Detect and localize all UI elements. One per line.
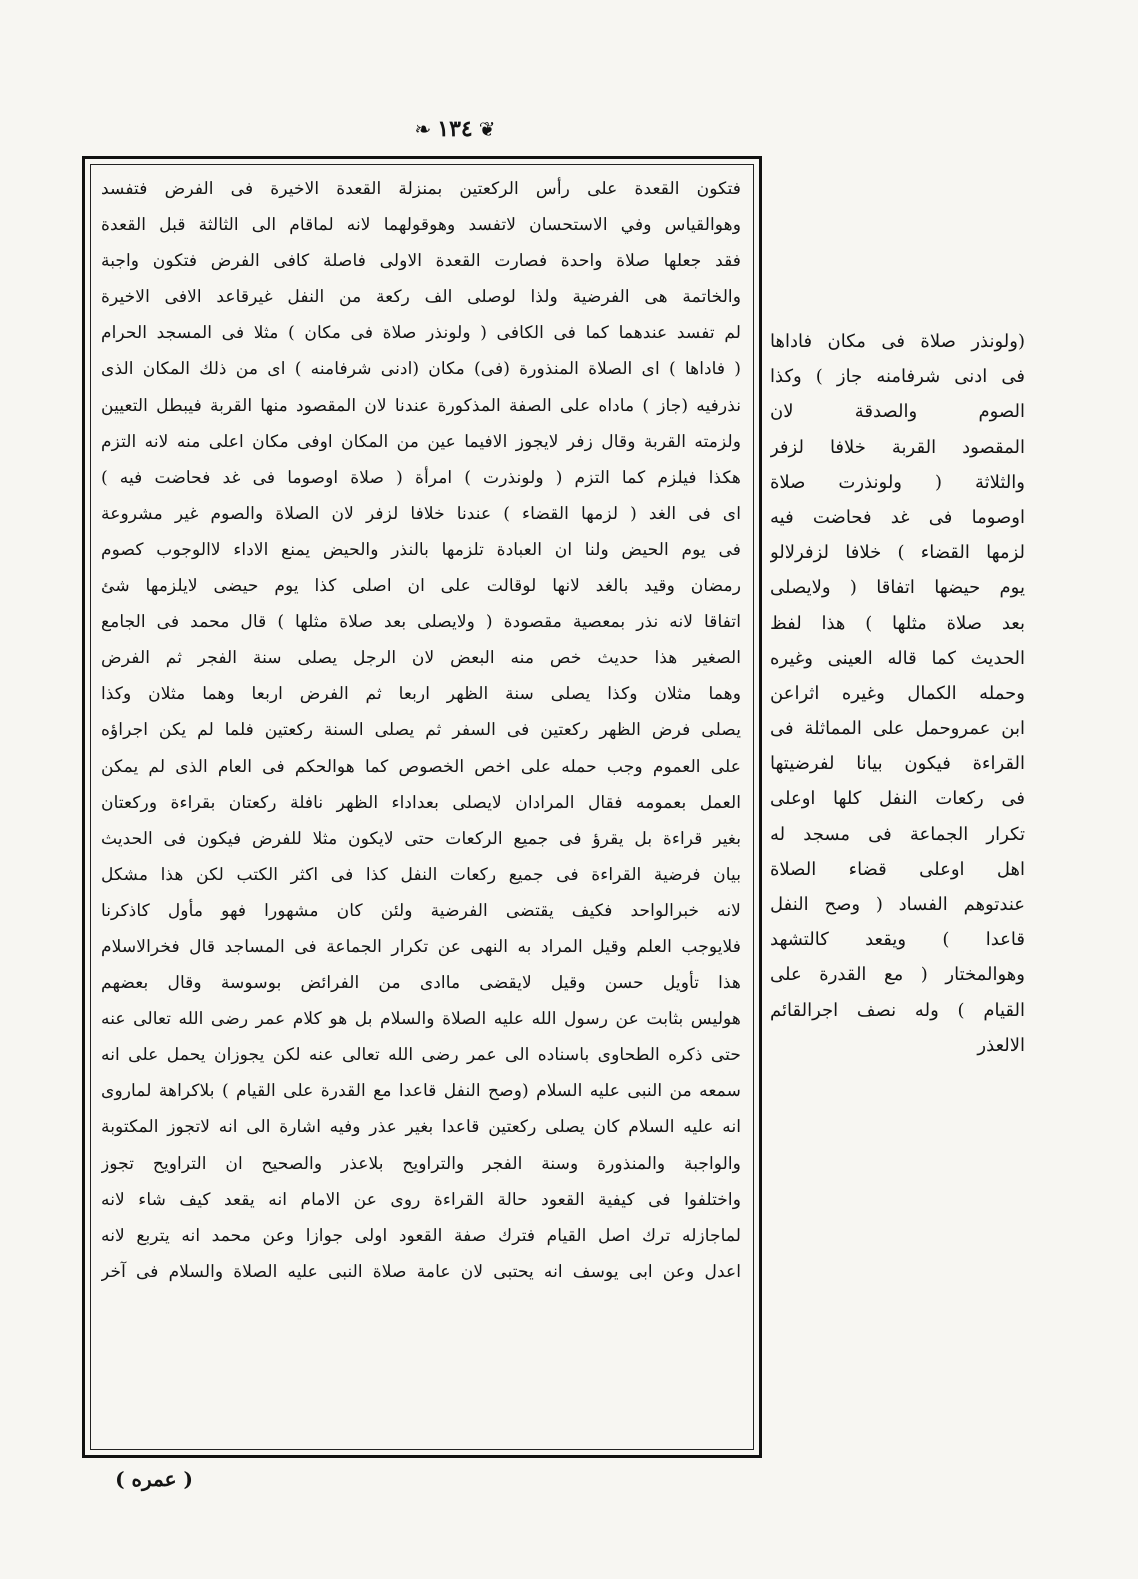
main-text-line: ( فاداها ) اى الصلاة المنذورة (فى) مكان (ادنى شرفامنه ) اى من ذلك المكان الذى	[101, 359, 741, 380]
footer-signature: ( عمره )	[115, 1467, 193, 1491]
margin-text-line: الحديث كما قاله العينى وغيره	[770, 647, 1025, 669]
main-text-line: فلايوجب العلم وقيل المراد به النهى عن تكرار الجماعة فى المساجد قال فخرالاسلام	[101, 936, 741, 957]
margin-text-line: القراءة فيكون بيانا لفرضيتها	[770, 753, 1025, 775]
main-text-line: واختلفوا فى كيفية القعود حالة القراءة روى عن الامام انه يقعد كيف شاء لانه	[101, 1189, 741, 1210]
main-text-line: نذرفيه (جاز ) ماداه على الصفة المذكورة عندنا لان المقصود منها القربة فيبطل التعيين	[101, 395, 741, 416]
main-text-line: لم تفسد عندهما كما فى الكافى ( ولونذر صلاة فى مكان ) مثلا فى المسجد الحرام	[101, 323, 741, 344]
main-text-line: فتكون القعدة على رأس الركعتين بمنزلة القعدة الاخيرة فى الفرض فتفسد	[101, 179, 741, 199]
margin-text-line: ابن عمروحمل على المماثلة فى	[770, 718, 1025, 740]
main-text-line: يصلى فرض الظهر ركعتين فى السفر ثم يصلى السنة ركعتين فلما لم يكن اجراؤه	[101, 720, 741, 741]
main-text-line: والخاتمة هى الفرضية ولذا لوصلى الف ركعة من النفل غيرقاعد الافى الاخيرة	[101, 287, 741, 308]
page-number: ١٣٤	[437, 116, 473, 142]
main-text-body	[101, 171, 741, 1290]
margin-text-line: فى ادنى شرفامنه جاز ) وكذا	[770, 366, 1025, 388]
main-text-line: بيان فرضية القراءة فى جميع ركعات النفل كذا فى اكثر الكتب لكن هذا مشكل	[101, 864, 741, 885]
main-text-line: بغير قراءة بل يقرؤ فى جميع الركعات حتى لايكون مثلا للفرض فيكون فى الحديث	[101, 828, 741, 849]
margin-text-line: المقصود القربة خلافا لزفر	[770, 436, 1025, 458]
margin-text-line: (ولونذر صلاة فى مكان فاداها	[770, 331, 1025, 352]
main-text-line: اعدل وعن ابى يوسف انه يحتبى لان عامة صلاة النبى عليه الصلاة والسلام فى آخر	[101, 1261, 741, 1282]
margin-text-line: اهل اوعلى قضاء الصلاة	[770, 858, 1025, 880]
margin-text-line: فى ركعات النفل كلها اوعلى	[770, 788, 1025, 810]
left-ornament-icon: ❧	[414, 117, 432, 141]
margin-text-line: بعد صلاة مثلها ) هذا لفظ	[770, 612, 1025, 634]
main-text-line: انه عليه السلام كان يصلى ركعتين قاعدا بغير عذر وفيه اشارة الى انه لاتجوز المكتوبة	[101, 1117, 741, 1138]
main-text-line: فقد جعلها صلاة واحدة فصارت القعدة الاولى فاصلة كافى الفرض فتكون واجبة	[101, 251, 741, 272]
main-text-line: العمل بعمومه فقال المرادان لايصلى بعداداء الظهر نافلة ركعتان بقراءة وركعتان	[101, 792, 741, 813]
margin-text-line: عندتوهم الفساد ( وصح النفل	[770, 894, 1025, 915]
margin-text-line: لزمها القضاء ) خلافا لزفرلالو	[770, 542, 1025, 564]
main-text-line: لماجازله ترك اصل القيام فترك صفة القعود اولى جوازا وعن محمد انه يتربع لانه	[101, 1225, 741, 1246]
main-text-frame-inner	[90, 164, 754, 1450]
main-text-line: اتفاقا لانه نذر بمعصية مقصودة ( ولايصلى بعد صلاة مثلها ) قال محمد فى الجامع	[101, 612, 741, 633]
margin-text-line: الصوم والصدقة لان	[770, 401, 1025, 423]
main-text-line: وهما مثلان وكذا يصلى سنة الظهر اربعا ثم الفرض اربعا وهما مثلان وكذا	[101, 684, 741, 705]
page-header	[380, 112, 530, 146]
main-text-line: فى يوم الحيض ولنا ان العبادة تلزمها بالنذر والحيض يمنع الاداء لاالوجوب كصوم	[101, 539, 741, 560]
main-text-line: والواجبة والمنذورة وسنة الفجر والتراويح بلاعذر والصحيح ان التراويح تجوز	[101, 1153, 741, 1174]
main-text-line: حتى ذكره الطحاوى باسناده الى عمر رضى الله تعالى عنه لكن يجوزان يحمل على انه	[101, 1045, 741, 1066]
main-text-line: لانه خبرالواحد فكيف يقتضى الفرضية ولئن كان مشهورا فهو مأول كاذكرنا	[101, 900, 741, 921]
margin-text-line: تكرار الجماعة فى مسجد له	[770, 823, 1025, 845]
margin-text-line: اوصوما فى غد فحاضت فيه	[770, 506, 1025, 528]
main-text-line: على العموم وجب حمله على اخص الخصوص كما هوالحكم فى العام الذى لم يمكن	[101, 756, 741, 777]
margin-text-line: قاعدا ) ويقعد كالتشهد	[770, 929, 1025, 951]
main-text-line: ولزمته القربة وقال زفر لايجوز الافيما عين من المكان اوفى مكان اعلى منه لانه التزم	[101, 431, 741, 452]
margin-text-line: الالعذر	[977, 1034, 1025, 1056]
right-ornament-icon: ❦	[478, 117, 496, 141]
margin-text-line: يوم حيضها اتفاقا ( ولايصلى	[770, 577, 1025, 599]
margin-text-line: والثلاثة ( ولونذرت صلاة	[770, 471, 1025, 493]
margin-text-line: وحمله الكمال وغيره اثراعن	[770, 682, 1025, 704]
main-text-frame	[82, 156, 762, 1458]
main-text-line: وهوالقياس وفي الاستحسان لاتفسد وهوقولهما لانه لماقام الى الثالثة قبل القعدة	[101, 215, 741, 236]
main-text-line: هذا تأويل حسن وقيل لايقضى ماادى من الفرائض بوسوسة وقال بعضهم	[101, 973, 741, 994]
main-text-line: اى فى الغد ( لزمها القضاء ) عندنا خلافا لزفر لان الصلاة والصوم غير مشروعة	[101, 503, 741, 524]
main-text-line: سمعه من النبى عليه السلام (وصح النفل قاعدا مع القدرة على القيام ) بلاكراهة لماروى	[101, 1081, 741, 1102]
margin-text-line: القيام ) وله نصف اجرالقائم	[770, 999, 1025, 1021]
main-text-line: هوليس بثابت عن رسول الله عليه الصلاة والسلام بل هو كلام عمر رضى الله تعالى عنه	[101, 1009, 741, 1030]
margin-commentary	[770, 324, 1025, 1164]
main-text-line: رمضان وقيد بالغد لانها لوقالت على ان اصلى كذا يوم حيضى لايلزمها شئ	[101, 576, 741, 597]
main-text-line: الصغير هذا حديث خص منه البعض لان الرجل يصلى سنة الفجر ثم الفرض	[101, 648, 741, 669]
main-text-line: هكذا فيلزم كما التزم ( ولونذرت ) امرأة ( صلاة اوصوما فى غد فحاضت فيه )	[101, 467, 741, 488]
margin-text-line: وهوالمختار ( مع القدرة على	[770, 964, 1025, 986]
